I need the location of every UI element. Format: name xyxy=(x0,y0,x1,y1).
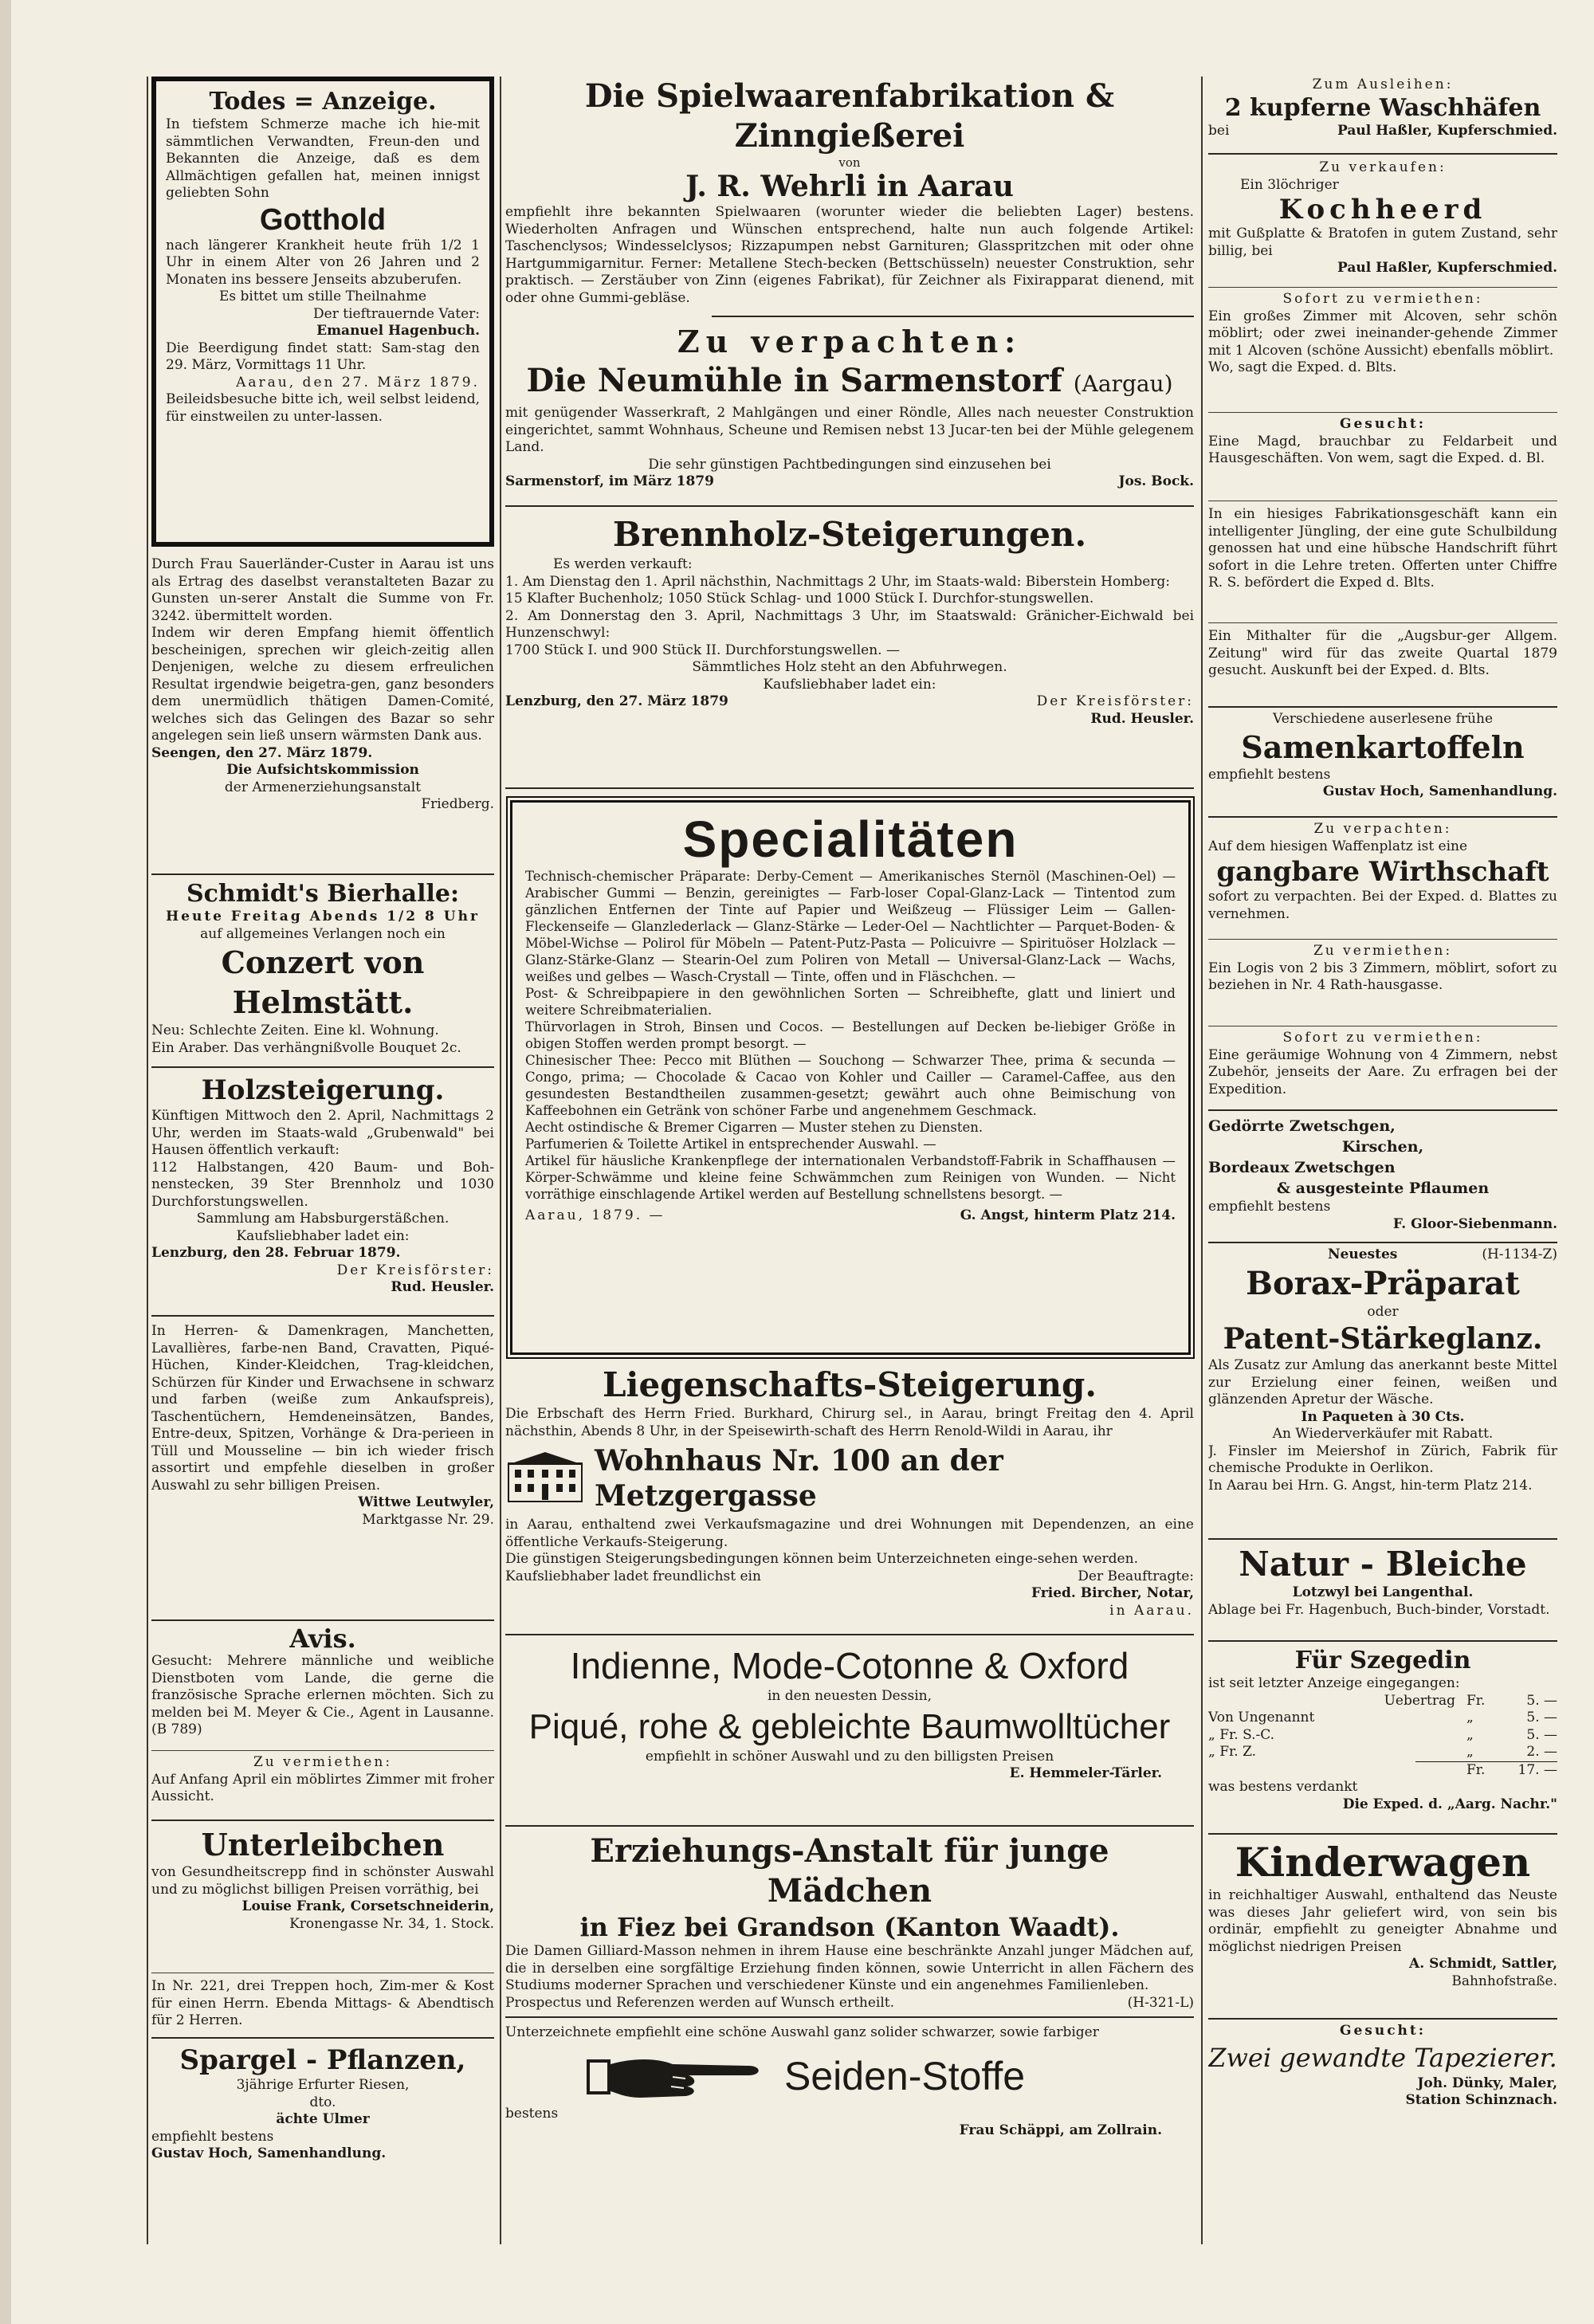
spielwaren-von: von xyxy=(838,155,861,170)
avis-title: Avis. xyxy=(289,1623,356,1654)
liegen-house: Wohnhaus Nr. 100 an der Metzgergasse xyxy=(595,1444,1003,1513)
bazar-text: Durch Frau Sauerländer-Custer in Aarau ist uns als Ertrag des daselbst veranstalteten Bazar zu Gunsten un-serer Anstalt die Summe von Fr. 3242. übermittelt worden. xyxy=(151,556,494,624)
liegen-name: Fried. Bircher, Notar, xyxy=(1031,1585,1194,1601)
ad-death-notice xyxy=(151,77,494,547)
death-notice-date: Aarau, den 27. März 1879. xyxy=(236,374,480,391)
kartoffeln-top: Verschiedene auserlesene frühe xyxy=(1272,711,1494,727)
brennholz-title: Brennholz-Steigerungen. xyxy=(612,515,1087,554)
ad-szegedin xyxy=(1208,1642,1557,1833)
kochherd-top: Zu verkaufen: xyxy=(1319,159,1447,175)
zwetschgen-l4: & ausgesteinte Pflaumen xyxy=(1276,1180,1490,1197)
tapezierer-sig1: Joh. Dünky, Maler, xyxy=(1417,2075,1557,2091)
death-notice-visits: Beileidsbesuche bitte ich, weil selbst leidend, für einstweilen zu unter-lassen. xyxy=(166,391,480,425)
special-p4: Chinesischer Thee: Pecco mit Blüthen — Souchong — Schwarzer Thee, prima & secunda — Congo, prima; — Chocolade & Cacao von Kohler und Cailler — Caramel-Caffee, aus den gesundesten Bestandtheilen zusammen-gesetzt; gewährt auch ohne Beimischung von Kaffeebohnen ein Getränk von schöner Farbe und angenehmem Geschmack. xyxy=(525,1053,1176,1118)
szegedin-title: Für Szegedin xyxy=(1294,1647,1471,1674)
spargel-sig: Gustav Hoch, Samenhandlung. xyxy=(151,2145,387,2161)
ad-borax xyxy=(1208,1243,1557,1538)
borax-resell: An Wiederverkäufer mit Rabatt. xyxy=(1272,1426,1494,1442)
kartoffeln-l1: empfiehlt bestens xyxy=(1208,766,1331,783)
death-notice-father-name: Emanuel Hagenbuch. xyxy=(316,323,480,339)
spargel-l1: 3jährige Erfurter Riesen, xyxy=(236,2077,410,2093)
brennholz-p1b: 15 Klafter Buchenholz; 1050 Stück Schlag- und 1000 Stück I. Durchfor-stungswellen. xyxy=(505,591,1094,607)
ad-zwetschgen xyxy=(1208,1111,1557,1242)
kragen-sig1: Wittwe Leutwyler, xyxy=(358,1494,494,1510)
special-p6: Parfumerien & Toilette Artikel in entsprechender Auswahl. — xyxy=(525,1136,936,1152)
szegedin-row: Von Ungenannt „ 5. — xyxy=(1208,1710,1557,1725)
zimmer-where: Wo, sagt die Exped. d. Blts. xyxy=(1208,359,1397,375)
special-p3: Thürvorlagen in Stroh, Binsen und Cocos. — Bestellungen auf Decken be-liebiger Größe in obigen Stoffen werden prompt besorgt. — xyxy=(525,1019,1176,1051)
kinderwagen-body: in reichhaltiger Auswahl, enthaltend das Neuste was dieses Jahr geliefert wird, von sein bis ordinär, empfiehlt zu geneigter Abnahme und möglichst niedrigen Preisen xyxy=(1208,1887,1557,1955)
wirthschaft-title: gangbare Wirthschaft xyxy=(1216,856,1549,888)
ad-bleiche xyxy=(1208,1540,1557,1640)
zwetschgen-l5: empfiehlt bestens xyxy=(1208,1199,1331,1215)
holz-name: Rud. Heusler. xyxy=(391,1279,494,1295)
holz-body: Künftigen Mittwoch den 2. April, Nachmittags 2 Uhr, werden im Staats-wald „Grubenwald" bei Hausen öffentlich verkauft: xyxy=(151,1108,494,1158)
ad-brennholz xyxy=(505,507,1194,787)
ad-spargel xyxy=(151,2039,494,2182)
bierhalle-line1: Heute Freitag Abends 1/2 8 Uhr xyxy=(166,909,480,924)
kochherd-body: mit Gußplatte & Bratofen in gutem Zustand, sehr billig, bei xyxy=(1208,226,1557,259)
building-icon xyxy=(505,1451,585,1506)
zwetschgen-l3: Bordeaux Zwetschgen xyxy=(1208,1159,1396,1176)
logis-top: Zu vermiethen: xyxy=(1313,943,1453,959)
wirthschaft-l1: Auf dem hiesigen Waffenplatz ist eine xyxy=(1208,838,1468,854)
avis-body: Gesucht: Mehrere männliche und weibliche Dienstboten vom Lande, die gerne die französische Sprache erlernen möchten. Sich zu melden bei M. Meyer & Cie., Agent in Lausanne. (B 789) xyxy=(151,1653,494,1737)
zwetschgen-l2: Kirschen, xyxy=(1341,1138,1424,1156)
divider xyxy=(505,787,1194,789)
unterleib-sig2: Kronengasse Nr. 34, 1. Stock. xyxy=(289,1915,494,1932)
death-notice-title: Todes = Anzeige. xyxy=(209,88,437,116)
neumuehle-body: mit genügender Wasserkraft, 2 Mahlgängen und einer Röndle, Alles nach neuester Construktion eingerichtet, sammt Wohnhaus, Scheune und Remisen nebst 13 Jucar-ten bei der Mühle gelegenem Land. xyxy=(505,405,1194,455)
kost-body: In Nr. 221, drei Treppen hoch, Zim-mer & Kost für einen Herrn. Ebenda Mittags- & Abendtisch für 2 Herren. xyxy=(151,1978,494,2028)
liegen-town: in Aarau. xyxy=(1109,1602,1194,1619)
brennholz-p1: 1. Am Dienstag den 1. April nächsthin, Nachmittags 2 Uhr, im Staats-wald: Biberstein Homberg: xyxy=(505,573,1171,590)
bierhalle-title: Schmidt's Bierhalle: xyxy=(186,880,460,908)
bleiche-sub: Lotzwyl bei Langenthal. xyxy=(1292,1584,1474,1600)
ad-specialitaeten xyxy=(510,800,1191,1355)
unterleib-title: Unterleibchen xyxy=(201,1827,445,1863)
borax-top: Neuestes xyxy=(1328,1246,1398,1262)
ad-kartoffeln xyxy=(1208,708,1557,816)
liegen-body: Die Erbschaft des Herrn Fried. Burkhard, Chirurg sel., in Aarau, bringt Freitag den 4. April nächsthin, Abends 8 Uhr, in der Speisewirth-schaft des Herrn Renold-Wildi in Aarau, ihr xyxy=(505,1406,1194,1439)
tapezierer-title: Zwei gewandte Tapezierer. xyxy=(1208,2042,1557,2073)
szegedin-thanks: was bestens verdankt xyxy=(1208,1779,1358,1795)
indienne-sig: E. Hemmeler-Tärler. xyxy=(1009,1765,1162,1781)
spielwaren-firm: J. R. Wehrli in Aarau xyxy=(685,170,1014,203)
page-edge xyxy=(0,0,11,2324)
wirthschaft-body: sofort zu verpachten. Bei der Exped. d. Blattes zu vernehmen. xyxy=(1208,889,1557,922)
logis-body: Ein Logis von 2 bis 3 Zimmern, möblirt, sofort zu beziehen in Nr. 4 Rath-hausgasse. xyxy=(1208,960,1557,993)
ad-kinderwagen xyxy=(1208,1835,1557,2018)
spargel-l3: ächte Ulmer xyxy=(276,2111,370,2127)
liegen-buyers: Kaufsliebhaber ladet freundlichst ein xyxy=(505,1568,761,1584)
magd-body: Eine Magd, brauchbar zu Feldarbeit und Hausgeschäften. Von wem, sagt die Exped. d. Bl. xyxy=(1208,433,1557,466)
neumuehle-name: Die Neumühle in Sarmenstorf xyxy=(526,362,1062,399)
kochherd-sig: Paul Haßler, Kupferschmied. xyxy=(1337,260,1557,276)
zeitung-body: Ein Mithalter für die „Augsbur-ger Allgem. Zeitung" wird für das zweite Quartal 1879 gesucht. Auskunft bei der Exped. d. Blts. xyxy=(1208,628,1557,678)
borax-title: Borax-Präparat xyxy=(1246,1264,1520,1302)
ad-unterleibchen xyxy=(151,1821,494,1973)
borax-oder: oder xyxy=(1367,1303,1399,1320)
kragen-sig2: Marktgasse Nr. 29. xyxy=(362,1511,494,1528)
vermieten1-title: Zu vermiethen: xyxy=(253,1754,393,1770)
zwetschgen-sig: F. Gloor-Siebenmann. xyxy=(1392,1215,1557,1232)
erziehung-title: Erziehungs-Anstalt für junge Mädchen xyxy=(590,1832,1109,1910)
kochherd-title: Kochheerd xyxy=(1278,194,1487,226)
tapezierer-top: Gesucht: xyxy=(1339,2023,1427,2039)
zimmer-top: Sofort zu vermiethen: xyxy=(1282,291,1483,307)
borax-body: Als Zusatz zur Amlung das anerkannt beste Mittel zur Erzielung einer feinen, weißen und glänzenden Apretur der Wäsche. xyxy=(1208,1357,1557,1407)
ad-vermieten-zimmer xyxy=(151,1751,494,1820)
ad-liegenschaft xyxy=(505,1363,1194,1634)
ad-wohnung xyxy=(1208,1027,1557,1109)
bazar-date: Seengen, den 27. März 1879. xyxy=(151,744,373,761)
kinderwagen-sig2: Bahnhofstraße. xyxy=(1451,1973,1557,1989)
ad-magd xyxy=(1208,413,1557,501)
indienne-line2: in den neuesten Dessin, xyxy=(767,1688,932,1704)
bleiche-title: Natur - Bleiche xyxy=(1239,1545,1527,1584)
szegedin-total: Fr. 17. — xyxy=(1415,1761,1557,1780)
column-rule-left xyxy=(147,77,148,2244)
holz-meet: Sammlung am Habsburgerstäßchen. xyxy=(196,1211,450,1227)
kinderwagen-title: Kinderwagen xyxy=(1235,1839,1531,1886)
erziehung-prospect: Prospectus und Referenzen werden auf Wunsch ertheilt. xyxy=(505,1994,895,2011)
spielwaren-title: Die Spielwaarenfabrikation & Zinngießerei xyxy=(584,77,1115,155)
erziehung-body: Die Damen Gilliard-Masson nehmen in ihrem Hause eine beschränkte Anzahl junger Mädchen auf, die in derselben eine sorgfältige Erziehung finden können, sowie Unterricht in allen Fächern des Studiums moderner Sprachen und verschiedener Künste und ein angenehmes Familienleben. xyxy=(505,1943,1194,1993)
holz-buyers: Kaufsliebhaber ladet ein: xyxy=(236,1227,410,1244)
holz-title: Holzsteigerung. xyxy=(201,1074,445,1106)
ad-zeitung xyxy=(1208,623,1557,706)
szegedin-l1: ist seit letzter Anzeige eingegangen: xyxy=(1208,1675,1460,1691)
bierhalle-line2: auf allgemeines Verlangen noch ein xyxy=(200,925,446,942)
ad-logis xyxy=(1208,940,1557,1026)
spargel-l2: dto. xyxy=(309,2094,336,2110)
special-p5: Aecht ostindische & Bremer Cigarren — Muster stehen zu Diensten. xyxy=(525,1120,983,1135)
wirthschaft-top: Zu verpachten: xyxy=(1313,821,1452,837)
tapezierer-sig2: Station Schinznach. xyxy=(1405,2092,1557,2108)
erziehung-subtitle: in Fiez bei Grandson (Kanton Waadt). xyxy=(579,1912,1120,1942)
ad-neumuehle xyxy=(505,317,1194,505)
special-p2: Post- & Schreibpapiere in den gewöhnlichen Sorten — Schreibhefte, glatt und liniert und weitere Schreibmaterialien. xyxy=(525,986,1176,1018)
borax-maker: J. Finsler im Meiershof in Zürich, Fabrik für chemische Produkte in Oerlikon. xyxy=(1208,1443,1557,1476)
borax-code: (H-1134-Z) xyxy=(1482,1246,1557,1262)
brennholz-intro: Es werden verkauft: xyxy=(553,556,693,572)
pointing-hand-icon xyxy=(585,2047,768,2106)
bierhalle-line3: Neu: Schlechte Zeiten. Eine kl. Wohnung. xyxy=(151,1023,439,1038)
szegedin-row: Uebertrag Fr. 5. — xyxy=(1384,1692,1557,1709)
ad-bazar xyxy=(151,547,494,873)
kochherd-l1: Ein 3löchriger xyxy=(1240,176,1339,193)
wohnung-top: Sofort zu vermiethen: xyxy=(1282,1030,1483,1046)
ad-seide xyxy=(505,2018,1194,2169)
death-notice-name: Gotthold xyxy=(259,202,387,237)
brennholz-date: Lenzburg, den 27. März 1879 xyxy=(505,693,728,709)
brennholz-p2b: 1700 Stück I. und 900 Stück II. Durchforstungswellen. — xyxy=(505,642,900,658)
magd-top: Gesucht: xyxy=(1339,416,1427,432)
brennholz-p2: 2. Am Donnerstag den 3. April, Nachmittags 3 Uhr, im Staatswald: Gränicher-Eichwald bei Hunzenschwyl: xyxy=(505,607,1194,641)
erziehung-code: (H-321-L) xyxy=(1127,1994,1194,2011)
bazar-text2: Indem wir deren Empfang hiemit öffentlich bescheinigen, sprechen wir gleich-zeitig allen Denjenigen, welche zu diesem erfreulichen Resultat irgendwie beigetra-gen, ganz besonders dem unermüdlich thätigen Damen-Comité, welches sich das Gelingen des Bazar so sehr angelegen sein ließ unsern wärmsten Dank aus. xyxy=(151,625,494,744)
spielwaren-body: empfiehlt ihre bekannten Spielwaaren (worunter wieder die beliebten Lager) bestens. Wiederholten Anfragen und Wünschen entsprechend, halte nun auch folgende Artikel: Taschenclysos; Windesselclysos; Rizzapumpen nebst Garnituren; Glasspritzchen mit oder ohne Hartgummigarnitur. Ferner: Metallene Stech-becken (Bettschüsseln) neuester Construktion, sehr praktisch. — Zerstäuber von Zinn (eigenes Fabrikat), für Zeichner als Fixirapparat dienend, mit oder ohne Gummi-gebläse. xyxy=(505,204,1194,306)
holz-date: Lenzburg, den 28. Februar 1879. xyxy=(151,1245,401,1261)
indienne-line3: Piqué, rohe & gebleichte Baumwolltücher xyxy=(528,1706,1171,1746)
ad-waschhafen xyxy=(1208,77,1557,153)
liegen-body2: in Aarau, enthaltend zwei Verkaufsmagazine und drei Wohnungen mit Dependenzen, an eine öffentliche Verkaufs-Steigerung. xyxy=(505,1517,1194,1550)
bierhalle-line4: Ein Araber. Das verhängnißvolle Bouquet 2c. xyxy=(151,1039,461,1056)
wohnung-body: Eine geräumige Wohnung von 4 Zimmern, nebst Zubehör, jenseits der Aare. Zu erfragen bei der Expedition. xyxy=(1208,1046,1557,1097)
liegen-role: Der Beauftragte: xyxy=(1078,1568,1194,1584)
ad-wirthschaft xyxy=(1208,818,1557,939)
holz-items: 112 Halbstangen, 420 Baum- und Boh-nenstecken, 39 Ster Brennholz und 1030 Durchforstungswellen. xyxy=(151,1159,494,1210)
borax-pack: In Paqueten à 30 Cts. xyxy=(1301,1408,1465,1425)
borax-title2: Patent-Stärkeglanz. xyxy=(1223,1322,1543,1356)
bazar-sig2: der Armenerziehungsanstalt xyxy=(224,779,422,795)
zwetschgen-l1: Gedörrte Zwetschgen, xyxy=(1208,1117,1396,1135)
neumuehle-date: Sarmenstorf, im März 1879 xyxy=(505,473,714,489)
brennholz-p3: Sämmtliches Holz steht an den Abfuhrwegen. xyxy=(692,659,1007,675)
ad-erziehung xyxy=(505,1827,1194,2016)
brennholz-buyers: Kaufsliebhaber ladet ein: xyxy=(763,676,936,693)
special-date: Aarau, 1879. — xyxy=(525,1207,665,1223)
neumuehle-body2: Die sehr günstigen Pachtbedingungen sind einzusehen bei xyxy=(648,456,1051,473)
column-rule-2 xyxy=(1201,77,1203,2244)
special-sig: G. Angst, hinterm Platz 214. xyxy=(960,1207,1176,1223)
ad-kost xyxy=(151,1973,494,2037)
indienne-line1: Indienne, Mode-Cotonne & Oxford xyxy=(570,1645,1129,1686)
vermieten1-body: Auf Anfang April ein möblirtes Zimmer mit froher Aussicht. xyxy=(151,1771,494,1804)
ad-bierhalle xyxy=(151,875,494,1066)
seide-title: Seiden-Stoffe xyxy=(784,2053,1026,2098)
ad-zimmer xyxy=(1208,288,1557,412)
spargel-title: Spargel - Pflanzen, xyxy=(179,2044,466,2076)
ad-kochherd xyxy=(1208,155,1557,287)
kartoffeln-title: Samenkartoffeln xyxy=(1241,728,1525,765)
death-notice-intro: In tiefstem Schmerze mache ich hie-mit sämmtlichen Verwandten, Freun-den und Bekannten die Anzeige, daß es dem Allmächtigen gefallen hat, meinen innigst geliebten Sohn xyxy=(166,116,480,201)
kartoffeln-sig: Gustav Hoch, Samenhandlung. xyxy=(1322,783,1557,799)
waschhafen-title: 2 kupferne Waschhäfen xyxy=(1224,93,1541,122)
special-body: Technisch-chemischer Präparate: Derby-Cement — Amerikanisches Sternöl (Maschinen-Oel) — Arabischer Gummi — Benzin, gereinigtes — Farb-loser Copal-Glanz-Lack — Tintentod zum gänzlichen Entfernen der Tinte auf Papier und Weißzeug — Flüssiger Leim — Gallen-Fleckenseife — Glanzlederlack — Glanz-Stärke — Leder-Oel — Nachtlichter — Parquet-Boden- & Möbel-Wichse — Polirol für Möbeln — Patent-Putz-Pasta — Policuivre — Spirituöser Holzlack — Glanz-Stärke-Glanz — Stearin-Oel zum Poliren von Metall — Universal-Glanz-Lack — Wachs, weißes und gelbes — Wasch-Crystall — Tinte, offen und in Fläschchen. — xyxy=(525,869,1176,984)
bierhalle-concert: Conzert von Helmstätt. xyxy=(221,944,425,1020)
szegedin-sig: Die Exped. d. „Aarg. Nachr." xyxy=(1342,1796,1557,1812)
seide-sig: Frau Schäppi, am Zollrain. xyxy=(959,2122,1162,2138)
brennholz-role: Der Kreisförster: xyxy=(1036,693,1194,709)
ad-kragen xyxy=(151,1317,494,1619)
szegedin-row: „ Fr. Z. „ 2. — xyxy=(1208,1744,1557,1760)
szegedin-table xyxy=(1208,1693,1557,1780)
waschhafen-top: Zum Ausleihen: xyxy=(1312,77,1454,92)
neumuehle-title: Zu verpachten: xyxy=(677,324,1023,359)
unterleib-sig1: Louise Frank, Corsetschneiderin, xyxy=(241,1898,494,1914)
indienne-line4: empfiehlt in schöner Auswahl und zu den billigsten Preisen xyxy=(645,1748,1054,1765)
szegedin-row: „ Fr. S.-C. „ 5. — xyxy=(1208,1726,1557,1743)
bazar-sig1: Die Aufsichtskommission xyxy=(226,762,419,778)
death-notice-ask: Es bittet um stille Theilnahme xyxy=(218,289,427,304)
holz-role: Der Kreisförster: xyxy=(336,1262,494,1278)
neumuehle-region: (Aargau) xyxy=(1073,371,1173,397)
ad-indienne xyxy=(505,1635,1194,1825)
column-middle xyxy=(505,77,1194,2169)
ad-holzsteigerung xyxy=(151,1068,494,1315)
death-notice-body: nach längerer Krankheit heute früh 1/2 1 Uhr in einem Alter von 26 Jahren und 2 Monaten ins bessere Jenseits abzuberufen. xyxy=(166,237,480,288)
special-title: Specialitäten xyxy=(682,811,1019,868)
death-notice-funeral: Die Beerdigung findet statt: Sam-stag den 29. März, Vormittags 11 Uhr. xyxy=(166,340,480,373)
special-p7: Artikel für häusliche Krankenpflege der internationalen Verbandstoff-Fabrik in Schaffhausen — Körper-Schwämme und kleine feine Schwämmchen zum Reinigen von Wunden. — Nicht vorräthige einschlagende Artikel werden auf Bestellung schnellstens besorgt. — xyxy=(525,1153,1176,1202)
kragen-body: In Herren- & Damenkragen, Manchetten, Lavallières, farbe-nen Band, Cravatten, Piqué-Hüchen, Kinder-Kleidchen, Trag-kleidchen, Schürzen für Kinder und Erwachsene in schwarz und farben (weiße zum Ankaufspreis), Taschentüchern, Hemdeneinsätzen, Bandes, Entre-deux, Spitzen, Vorhänge & Dra-perieen in Tüll und Mousseline — bin ich wieder frisch assortirt und empfehle dieselben in großer Auswahl zu sehr billigen Preisen. xyxy=(151,1323,494,1494)
seide-intro: Unterzeichnete empfiehlt eine schöne Auswahl ganz solider schwarzer, sowie farbiger xyxy=(505,2024,1099,2040)
ad-tapezierer xyxy=(1208,2020,1557,2139)
ad-spielwaren xyxy=(505,77,1194,316)
waschhafen-sig: Paul Haßler, Kupferschmied. xyxy=(1337,122,1557,139)
death-notice-father-label: Der tieftrauernde Vater: xyxy=(313,305,480,322)
column-rule-1 xyxy=(500,77,501,2244)
liegen-body3: Die günstigen Steigerungsbedingungen können beim Unterzeichneten einge-sehen werden. xyxy=(505,1551,1138,1567)
brennholz-name: Rud. Heusler. xyxy=(1090,710,1194,727)
bleiche-body: Ablage bei Fr. Hagenbuch, Buch-binder, Vorstadt. xyxy=(1208,1601,1550,1618)
borax-aarau: In Aarau bei Hrn. G. Angst, hin-term Platz 214. xyxy=(1208,1477,1533,1494)
zimmer-body: Ein großes Zimmer mit Alcoven, sehr schön möblirt; oder zwei ineinander-gehende Zimmer mit 1 Alcoven (schöne Aussicht) ebenfalls möblirt. xyxy=(1208,308,1557,359)
waschhafen-bei: bei xyxy=(1208,122,1230,139)
ad-avis xyxy=(151,1621,494,1750)
kinderwagen-sig1: A. Schmidt, Sattler, xyxy=(1409,1956,1557,1972)
bazar-sig3: Friedberg. xyxy=(421,796,494,812)
unterleib-body: von Gesundheitscrepp find in schönster Auswahl und zu möglichst billigen Preisen vorräthig, bei xyxy=(151,1864,494,1898)
juengling-body: In ein hiesiges Fabrikationsgeschäft kann ein intelligenter Jüngling, der eine gute Schulbildung genossen hat und eine hübsche Handschrift führt sofort in die Lehre treten. Offerten unter Chiffre R. S. befördert die Exped d. Blts. xyxy=(1208,506,1557,591)
seide-bestens: bestens xyxy=(505,2105,559,2122)
neumuehle-sig: Jos. Bock. xyxy=(1118,473,1194,489)
column-left xyxy=(151,77,494,2182)
spargel-l4: empfiehlt bestens xyxy=(151,2128,274,2145)
ad-juengling xyxy=(1208,501,1557,622)
liegen-title: Liegenschafts-Steigerung. xyxy=(602,1365,1097,1404)
column-right xyxy=(1208,77,1557,2139)
